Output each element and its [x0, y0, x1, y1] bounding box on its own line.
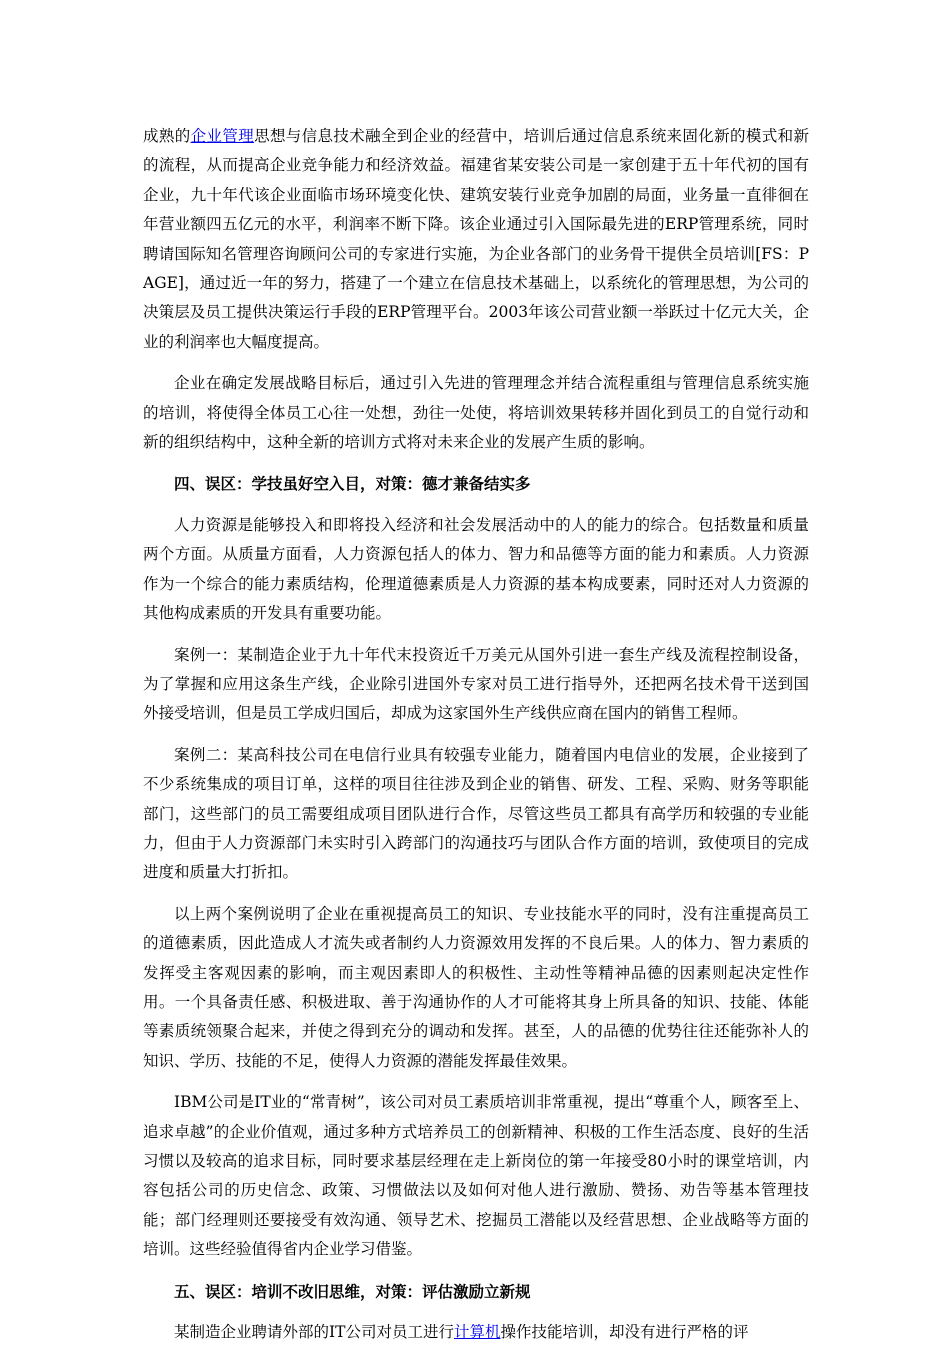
paragraph-strategy-training: 企业在确定发展战略目标后，通过引入先进的管理理念并结合流程重组与管理信息系统实施的培训，将使得全体员工心往一处想，劲往一处使，将培训效果转移并固化到员工的自觉行动和新的组织结构中，这种全新的培训方式将对未来企业的发展产生质的影响。 [143, 374, 809, 452]
paragraph-text-start: 成熟的 [143, 127, 191, 145]
paragraph-erp-case [143, 122, 809, 357]
paragraph-human-resources: 人力资源是能够投入和即将投入经济和社会发展活动中的人的能力的综合。包括数量和质量两个方面。从质量方面看，人力资源包括人的体力、智力和品德等方面的能力和素质。人力资源作为一个综合的能力素质结构，伦理道德素质是人力资源的基本构成要素，同时还对人力资源的其他构成素质的开发具有重要功能。 [143, 515, 809, 623]
paragraph-case-two: 案例二：某高科技公司在电信行业具有较强专业能力，随着国内电信业的发展，企业接到了不少系统集成的项目订单，这样的项目往往涉及到企业的销售、研发、工程、采购、财务等职能部门，这些部门的员工需要组成项目团队进行合作，尽管这些员工都具有高学历和较强的专业能力，但由于人力资源部门未实时引入跨部门的沟通技巧与团队合作方面的培训，致使项目的完成进度和质量大打折扣。 [143, 745, 809, 882]
paragraph-ibm-example: IBM公司是IT业的“常青树”，该公司对员工素质培训非常重视，提出“尊重个人，顾客至上、追求卓越”的企业价值观，通过多种方式培养员工的创新精神、积极的工作生活态度、良好的生活习惯以及较高的追求目标，同时要求基层经理在走上新岗位的第一年接受80小时的课堂培训，内容包括公司的历史信念、政策、习惯做法以及如何对他人进行激励、赞扬、劝告等基本管理技能；部门经理则还要接受有效沟通、领导艺术、挖掘员工潜能以及经营思想、企业战略等方面的培训。这些经验值得省内企业学习借鉴。 [143, 1093, 809, 1259]
section-heading-5: 五、误区：培训不改旧思维，对策：评估激励立新规 [174, 1281, 531, 1301]
paragraph-text-rest: 操作技能培训，却没有进行严格的评 [500, 1323, 749, 1342]
paragraph-text-rest: 思想与信息技术融全到企业的经营中，培训后通过信息系统来固化新的模式和新的流程，从而提高企业竞争能力和经济效益。福建省某安装公司是一家创建于五十年代初的国有企业，九十年代该企业面临市场环境变化快、建筑安装行业竞争加剧的局面，业务量一直徘徊在年营业额四五亿元的水平，利润率不断下降。该企业通过引入国际最先进的ERP管理系统，同时聘请国际知名管理咨询顾问公司的专家进行实施，为企业各部门的业务骨干提供全员培训[FS：PAGE]，通过近一年的努力，搭建了一个建立在信息技术基础上，以系统化的管理思想，为公司的决策层及员工提供决策运行手段的ERP管理平台。2003年该公司营业额一举跃过十亿元大关，企业的利润率也大幅度提高。 [143, 127, 809, 351]
link-enterprise-management[interactable]: 企业管理 [190, 127, 255, 145]
document-page [143, 122, 809, 1359]
link-computer[interactable]: 计算机 [453, 1323, 501, 1342]
paragraph-case-one: 案例一：某制造企业于九十年代末投资近千万美元从国外引进一套生产线及流程控制设备，为了掌握和应用这条生产线，企业除引进国外专家对员工进行指导外，还把两名技术骨干送到国外接受培训，但是员工学成归国后，却成为这家国外生产线供应商在国内的销售工程师。 [143, 645, 809, 723]
paragraph-text-start: 某制造企业聘请外部的IT公司对员工进行 [174, 1323, 454, 1342]
section-heading-4: 四、误区：学技虽好空入目，对策：德才兼备结实多 [174, 474, 531, 494]
paragraph-it-training [143, 1318, 809, 1347]
paragraph-case-analysis: 以上两个案例说明了企业在重视提高员工的知识、专业技能水平的同时，没有注重提高员工的道德素质，因此造成人才流失或者制约人力资源效用发挥的不良后果。人的体力、智力素质的发挥受主客观因素的影响，而主观因素即人的积极性、主动性等精神品德的因素则起决定性作用。一个具备责任感、积极进取、善于沟通协作的人才可能将其身上所具备的知识、技能、体能等素质统领聚合起来，并使之得到充分的调动和发挥。甚至，人的品德的优势往往还能弥补人的知识、学历、技能的不足，使得人力资源的潜能发挥最佳效果。 [143, 904, 809, 1070]
